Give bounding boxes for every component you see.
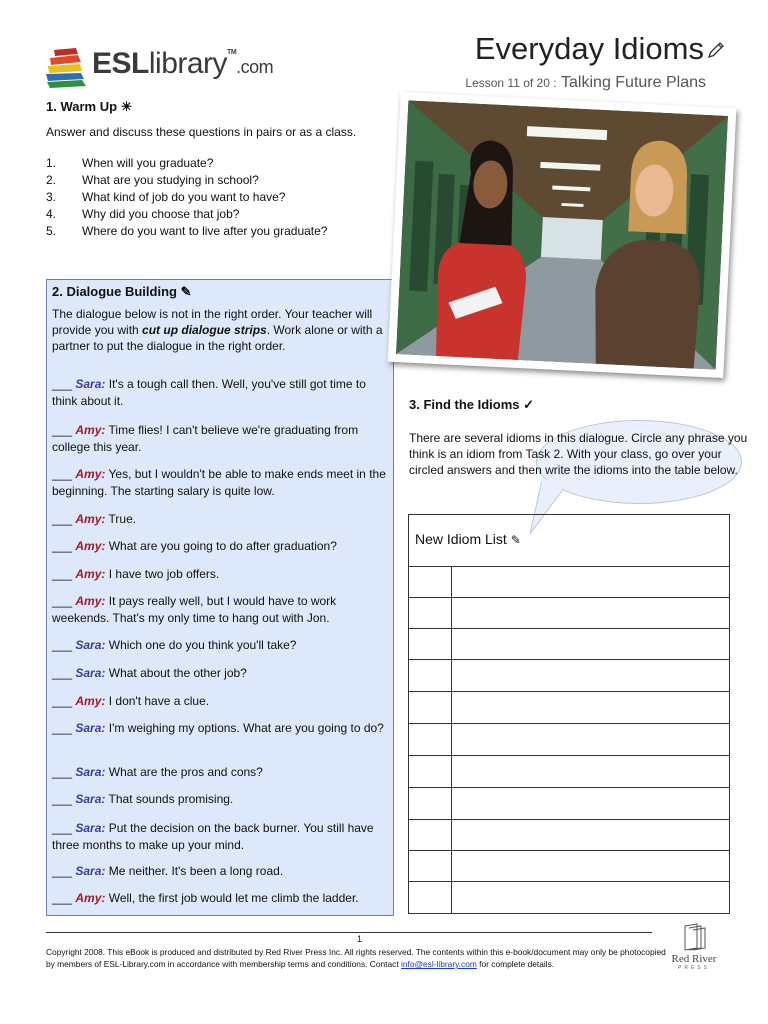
dialogue-heading: 2. Dialogue Building ✎: [52, 284, 192, 299]
table-row: [409, 628, 729, 659]
table-row: [409, 787, 729, 819]
table-row: [409, 691, 729, 723]
page-title: Everyday Idioms: [475, 31, 726, 67]
warm-up-questions: [46, 156, 406, 241]
footer-divider: [46, 932, 652, 933]
dialogue-line: ___ Sara: Which one do you think you'll take?: [52, 638, 297, 652]
contact-email-link[interactable]: info@esl-library.com: [401, 959, 477, 969]
dialogue-line: ___ Amy: Well, the first job would let me climb the ladder.: [52, 891, 359, 905]
page-number: 1: [357, 934, 363, 944]
pencil-icon: ✎: [510, 533, 521, 547]
table-row: [409, 819, 729, 850]
list-item: 3. What kind of job do you want to have?: [46, 190, 286, 204]
table-row: [409, 723, 729, 755]
copyright-notice: Copyright 2008. This eBook is produced and distributed by Red River Press Inc. All rights reserved. The contents within this e-book/document may only be photocopied by members of ESL-Library.com in accordance with membership terms and conditions. Contact info@esl-library.com for complete details.: [46, 947, 666, 969]
dialogue-line: ___ Amy: What are you going to do after graduation?: [52, 539, 337, 553]
lesson-subtitle: Lesson 11 of 20 : Talking Future Plans: [465, 74, 706, 91]
table-row: [409, 850, 729, 881]
find-idioms-instructions: There are several idioms in this dialogue. Circle any phrase you think is an idiom from Task 2. With your class, go over your circled answers and then write the idioms into the table below.: [409, 431, 748, 477]
list-item: 2. What are you studying in school?: [46, 173, 259, 187]
dialogue-line: ___ Amy: Time flies! I can't believe we're graduating from college this year.: [52, 423, 359, 454]
new-idiom-list-table: [408, 514, 730, 914]
esl-library-logo: [44, 44, 284, 90]
red-river-press-logo: Red River PRESS: [666, 922, 722, 972]
table-row: [409, 659, 729, 691]
idiom-table-title: New Idiom List ✎: [415, 531, 521, 547]
table-row: [409, 566, 729, 597]
dialogue-line: ___ Amy: True.: [52, 512, 137, 526]
warm-up-intro: Answer and discuss these questions in pairs or as a class.: [46, 125, 357, 139]
dialogue-line: ___ Sara: Put the decision on the back burner. You still have three months to make up your mind.: [52, 821, 374, 852]
checkmark-icon: ✓: [523, 397, 535, 412]
dialogue-line: ___ Amy: I don't have a clue.: [52, 694, 210, 708]
dialogue-line: ___ Amy: I have two job offers.: [52, 567, 220, 581]
students-hallway-picture: [396, 100, 728, 369]
sun-icon: ☀: [120, 99, 133, 114]
table-row: [409, 597, 729, 628]
logo-wordmark: ESLlibrary™.com: [92, 47, 274, 80]
dialogue-line: ___ Sara: I'm weighing my options. What are you going to do?: [52, 721, 384, 735]
table-row: [409, 881, 729, 913]
table-row: [409, 755, 729, 787]
dialogue-line: ___ Amy: It pays really well, but I would have to work weekends. That's my only time to hang out with Jon.: [52, 594, 337, 625]
dialogue-line: ___ Sara: What about the other job?: [52, 666, 247, 680]
dialogue-line: ___ Sara: It's a tough call then. Well, you've still got time to think about it.: [52, 377, 366, 408]
find-idioms-heading: 3. Find the Idioms ✓: [409, 397, 535, 412]
book-stack-icon: [44, 46, 90, 90]
pages-icon: [679, 922, 709, 952]
hallway-illustration: [388, 92, 737, 378]
dialogue-line: ___ Amy: Yes, but I wouldn't be able to make ends meet in the beginning. The starting salary is quite low.: [52, 467, 386, 498]
list-item: 5. Where do you want to live after you graduate?: [46, 224, 328, 238]
dialogue-building-box: [46, 279, 394, 916]
dialogue-line: ___ Sara: Me neither. It's been a long road.: [52, 864, 284, 878]
dialogue-intro: The dialogue below is not in the right order. Your teacher will provide you with cut up dialogue strips. Work alone or with a partner to put the dialogue in the right order.: [52, 307, 383, 353]
list-item: 1. When will you graduate?: [46, 156, 214, 170]
warm-up-heading: 1. Warm Up ☀: [46, 99, 133, 114]
list-item: 4. Why did you choose that job?: [46, 207, 240, 221]
dialogue-line: ___ Sara: What are the pros and cons?: [52, 765, 263, 779]
pencil-icon: ✎: [180, 284, 192, 299]
dialogue-line: ___ Sara: That sounds promising.: [52, 792, 234, 806]
pencil-icon: [706, 40, 726, 60]
